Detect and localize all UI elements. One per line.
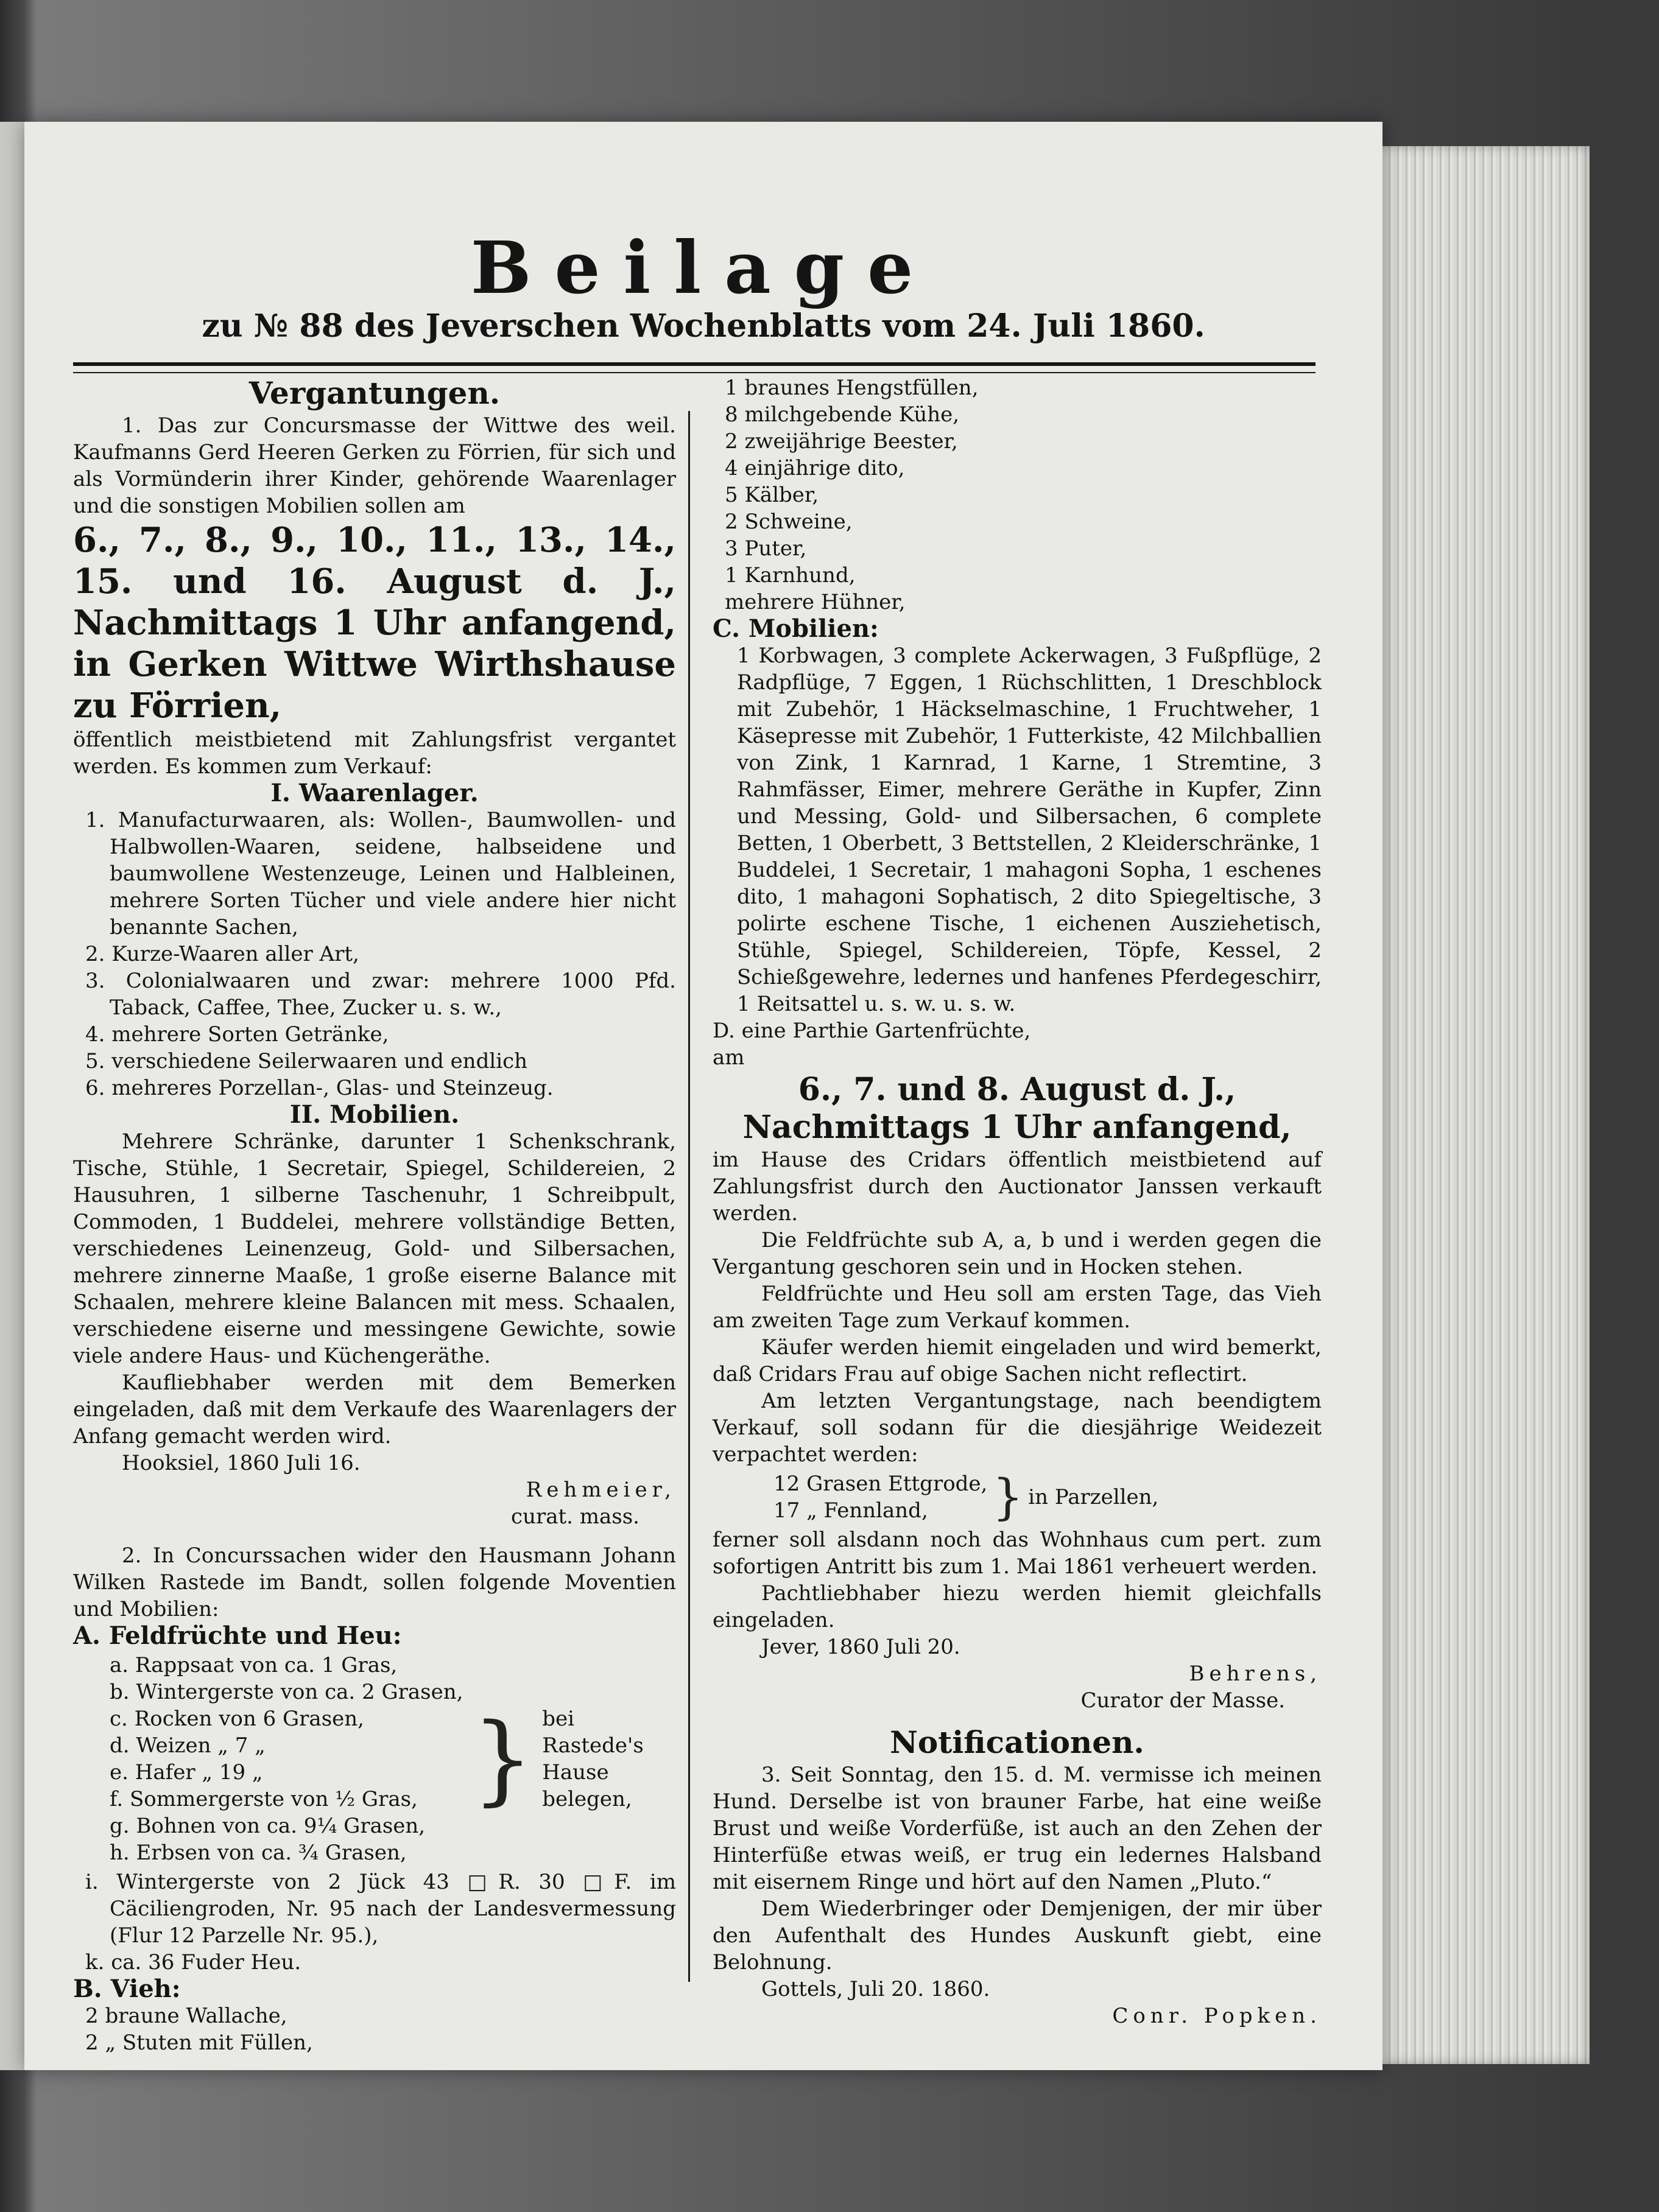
- paragraph: Die Feldfrüchte sub A, a, b und i werden gegen die Vergantung geschoren sein und in Hocken stehen.: [713, 1228, 1322, 1279]
- place-date: Gottels, Juli 20. 1860.: [761, 1977, 990, 2001]
- list-item: 3. Colonialwaaren und zwar: mehrere 1000 Pfd. Taback, Caffee, Thee, Zucker u. s. w.,: [85, 969, 676, 1020]
- paragraph: Feldfrüchte und Heu soll am ersten Tage, das Vieh am zweiten Tage zum Verkauf kommen.: [713, 1282, 1322, 1333]
- notice-1-dates: 6., 7., 8., 9., 10., 11., 13., 14., 15. und 16. August d. J., Nachmittags 1 Uhr anfangend, in Gerken Wittwe Wirthshause zu Förrien,: [73, 520, 676, 726]
- list-item: 3 Puter,: [725, 536, 807, 561]
- section-c: C. Mobilien:: [713, 614, 879, 643]
- mobilien-text: Mehrere Schränke, darunter 1 Schenkschrank, Tische, Stühle, 1 Secretair, Spiegel, Schildereien, 2 Hausuhren, 1 silberne Taschenuhr, 1 Schreibpult, Commoden, 1 Buddelei, mehrere vollständige Betten, verschiedenes Leinenzeug, Gold- und Silbersachen, mehrere zinnerne Maaße, 1 große eiserne Balance mit Schaalen, mehrere kleine Balancen mit mess. Schaalen, verschiedene eiserne und messingene Gewichte, sowie viele andere Haus- und Küchengeräthe.: [73, 1129, 676, 1368]
- signature-title: Curator der Masse.: [1080, 1688, 1285, 1713]
- land-group: [713, 1470, 1322, 1524]
- list-item: g. Bohnen von ca. 9¼ Grasen,: [110, 1814, 426, 1838]
- list-item: 1 braunes Hengstfüllen,: [725, 376, 979, 400]
- list-item: 2 zweijährige Beester,: [725, 429, 958, 454]
- list-item: d. Weizen „ 7 „: [110, 1733, 266, 1758]
- list-item: h. Erbsen von ca. ¾ Grasen,: [110, 1841, 407, 1865]
- list-item: 8 milchgebende Kühe,: [725, 402, 960, 427]
- right-column: [713, 374, 1322, 2029]
- section-a: A. Feldfrüchte und Heu:: [73, 1621, 402, 1650]
- list-item: 5 Kälber,: [725, 483, 819, 507]
- notice-3-reward: Dem Wiederbringer oder Demjenigen, der mir über den Aufenthalt des Hundes Auskunft giebt, eine Belohnung.: [713, 1897, 1322, 1975]
- paragraph: Am letzten Vergantungstage, nach beendigtem Verkauf, soll sodann für die diesjährige Weidezeit verpachtet werden:: [713, 1389, 1322, 1467]
- items-a-note: bei Rastede's Hause belegen,: [542, 1707, 644, 1811]
- list-item: 1 Karnhund,: [725, 563, 856, 588]
- items-a-group: [73, 1652, 676, 1866]
- mobilien-c-text: 1 Korbwagen, 3 complete Ackerwagen, 3 Fußpflüge, 2 Radpflüge, 7 Eggen, 1 Rüchschlitten, 1 Dreschblock mit Zubehör, 1 Häckselmaschine, 1 Fruchtweher, 1 Käsepresse mit Zubehör, 1 Futterkiste, 42 Milchballien von Zink, 1 Karnrad, 1 Karne, 1 Stremtine, 3 Rahmfässer, Eimer, mehrere Geräthe in Kupfer, Zinn und Messing, Gold- und Silbersachen, 6 complete Betten, 1 Oberbett, 3 Bettstellen, 2 Kleiderschränke, 1 Buddelei, 1 Secretair, 1 mahagoni Sopha, 1 eschenes dito, 1 mahagoni Sophatisch, 2 dito Spiegeltische, 3 polirte eschene Tische, 1 eichenen Ausziehetisch, Stühle, Spiegel, Schildereien, Töpfe, Kessel, 2 Schießgewehre, ledernes und hanfenes Pferdegeschirr, 1 Reitsattel u. s. w. u. s. w.: [737, 644, 1322, 1016]
- list-item: mehrere Hühner,: [725, 590, 906, 614]
- kauf-text: Kaufliebhaber werden mit dem Bemerken eingeladen, daß mit dem Verkaufe des Waarenlagers der Anfang gemacht werden wird.: [73, 1371, 676, 1448]
- list-item: 2. Kurze-Waaren aller Art,: [85, 942, 359, 966]
- newspaper-page: [24, 122, 1382, 2070]
- header-rule: [73, 362, 1316, 373]
- list-item: 12 Grasen Ettgrode,: [773, 1472, 988, 1496]
- notice-3: 3. Seit Sonntag, den 15. d. M. vermisse ich meinen Hund. Derselbe ist von brauner Farbe, hat eine weiße Brust und weiße Vorderfüße, ist auch an den Zehen der Hinterfüße etwas weiß, er trug ein ledernes Halsband mit eisernem Ringe und hört auf den Namen „Pluto.“: [713, 1763, 1322, 1894]
- section-heading-notificationen: Notificationen.: [890, 1724, 1144, 1760]
- notice-1-intro: 1. Das zur Concursmasse der Wittwe des weil. Kaufmanns Gerd Heeren Gerken zu Förrien, für sich und als Vormünderin ihrer Kinder, gehörende Waarenlager und die sonstigen Mobilien sollen am: [73, 413, 676, 518]
- section-waarenlager: I. Waarenlager.: [270, 779, 479, 807]
- list-item: 6. mehreres Porzellan-, Glas- und Steinzeug.: [85, 1076, 554, 1100]
- section-heading-vergantungen: Vergantungen.: [248, 375, 501, 411]
- place-date: Hooksiel, 1860 Juli 16.: [122, 1451, 361, 1475]
- list-item: 2 Schweine,: [725, 510, 853, 534]
- list-item: f. Sommergerste von ½ Gras,: [110, 1787, 418, 1811]
- paragraph: Pachtliebhaber hiezu werden hiemit gleichfalls eingeladen.: [713, 1581, 1322, 1632]
- signature-title: curat. mass.: [511, 1505, 639, 1529]
- paragraph: ferner soll alsdann noch das Wohnhaus cum pert. zum sofortigen Antritt bis zum 1. Mai 1861 verheuert werden.: [713, 1528, 1322, 1579]
- left-column: [73, 374, 676, 2056]
- signature-name: Behrens,: [1189, 1662, 1322, 1686]
- am-text: am: [713, 1045, 745, 1070]
- section-b: B. Vieh:: [73, 1975, 181, 2003]
- list-item: k. ca. 36 Fuder Heu.: [85, 1950, 301, 1975]
- section-d: D. eine Parthie Gartenfrüchte,: [713, 1019, 1031, 1043]
- book-binding: [0, 122, 24, 2070]
- column-divider: [688, 411, 690, 1982]
- list-item: 4. mehrere Sorten Getränke,: [85, 1022, 389, 1047]
- brace-icon: }: [992, 1469, 1024, 1525]
- signature-name: Rehmeier,: [526, 1478, 676, 1502]
- section-mobilien: II. Mobilien.: [289, 1100, 460, 1129]
- list-item: 2 „ Stuten mit Füllen,: [85, 2031, 313, 2055]
- brace-icon: }: [471, 1702, 534, 1816]
- list-item: a. Rappsaat von ca. 1 Gras,: [110, 1653, 398, 1677]
- paragraph: Käufer werden hiemit eingeladen und wird bemerkt, daß Cridars Frau auf obige Sachen nicht reflectirt.: [713, 1335, 1322, 1386]
- list-item: i. Wintergerste von 2 Jück 43 □R. 30 □F. im Cäciliengroden, Nr. 95 nach der Landesvermessung (Flur 12 Parzelle Nr. 95.),: [85, 1870, 676, 1948]
- paragraph: im Hause des Cridars öffentlich meistbietend auf Zahlungsfrist durch den Auctionator Janssen verkauft werden.: [713, 1148, 1322, 1226]
- list-item: 1. Manufacturwaaren, als: Wollen-, Baumwollen- und Halbwollen-Waaren, seidene, halbseidene und baumwollene Westenzeuge, Leinen und Halbleinen, mehrere Sorten Tücher und viele andere hier nicht benannte Sachen,: [85, 808, 676, 939]
- auction-dates: 6., 7. und 8. August d. J., Nachmittags 1 Uhr anfangend,: [742, 1071, 1292, 1146]
- signature-name: Conr. Popken.: [1112, 2004, 1322, 2028]
- list-item: 4 einjährige dito,: [725, 456, 905, 480]
- place-date: Jever, 1860 Juli 20.: [761, 1635, 960, 1659]
- list-item: e. Hafer „ 19 „: [110, 1760, 263, 1785]
- land-list: [773, 1470, 987, 1524]
- notice-1-cont: öffentlich meistbietend mit Zahlungsfrist vergantet werden. Es kommen zum Verkauf:: [73, 728, 676, 779]
- page-edges: [1376, 146, 1590, 2064]
- items-a-list: [73, 1652, 463, 1866]
- list-item: 5. verschiedene Seilerwaaren und endlich: [85, 1049, 528, 1073]
- list-item: c. Rocken von 6 Grasen,: [110, 1707, 364, 1731]
- notice-2-intro: 2. In Concurssachen wider den Hausmann Johann Wilken Rastede im Bandt, sollen folgende Moventien und Mobilien:: [73, 1543, 676, 1621]
- page-subtitle: zu № 88 des Jeverschen Wochenblatts vom 24. Juli 1860.: [202, 307, 1205, 345]
- land-note: in Parzellen,: [1028, 1485, 1159, 1509]
- list-item: 2 braune Wallache,: [85, 2004, 287, 2028]
- list-item: b. Wintergerste von ca. 2 Grasen,: [110, 1680, 463, 1704]
- list-item: 17 „ Fennland,: [773, 1498, 928, 1523]
- page-title: Beilage: [470, 225, 937, 310]
